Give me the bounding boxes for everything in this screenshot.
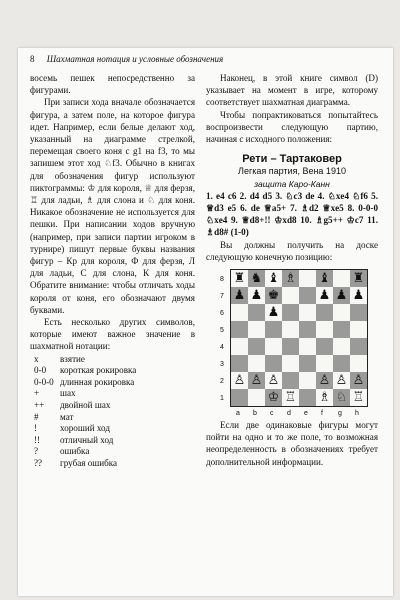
rank-label: 3 [220, 361, 224, 369]
board-square [333, 355, 350, 372]
board-square [248, 304, 265, 321]
board-square [248, 355, 265, 372]
board-square: ♙ [316, 372, 333, 389]
board-square [282, 304, 299, 321]
board-square: ♝ [316, 270, 333, 287]
symbol: 0-0 [34, 365, 47, 376]
board-square: ♚ [265, 287, 282, 304]
symbol-description: длинная рокировка [60, 376, 135, 387]
board-square [299, 321, 316, 338]
left-column [30, 72, 195, 470]
board-square [350, 304, 367, 321]
symbol: 0-0-0 [34, 376, 54, 387]
file-label: a [236, 410, 240, 418]
board-square: ♘ [333, 389, 350, 406]
board-square [333, 338, 350, 355]
board-square [299, 338, 316, 355]
board-square [316, 321, 333, 338]
board-square [282, 355, 299, 372]
symbol-row [30, 435, 195, 447]
board-square [231, 355, 248, 372]
right-column [206, 72, 378, 468]
board-square [299, 270, 316, 287]
chess-diagram [220, 269, 368, 419]
symbol-description: грубая ошибка [60, 458, 118, 469]
board-square: ♞ [248, 270, 265, 287]
chapter-title: Шахматная нотация и условные обозначения [46, 54, 224, 64]
notation-symbol-list [30, 354, 195, 470]
board-square [231, 338, 248, 355]
board-square [248, 338, 265, 355]
board-square [333, 270, 350, 287]
symbol-description: отличный ход [60, 434, 114, 445]
paragraph: Вы должны получить на доске следующую конечную позицию: [206, 239, 378, 262]
board-square [282, 338, 299, 355]
symbol: ? [34, 446, 39, 457]
board-square: ♟ [333, 287, 350, 304]
board-square: ♙ [248, 372, 265, 389]
rank-label: 1 [220, 395, 224, 403]
paragraph: Есть несколько других символов, которые имеют важное значение в шахматной нотации: [30, 317, 195, 352]
board-square [248, 389, 265, 406]
file-label: f [321, 410, 323, 418]
symbol-row [30, 354, 195, 366]
symbol-row [30, 400, 195, 412]
board-square [265, 355, 282, 372]
board-square: ♜ [231, 270, 248, 287]
board-square [316, 304, 333, 321]
board-square [299, 389, 316, 406]
symbol: ! [34, 423, 38, 434]
symbol-description: двойной шах [60, 400, 111, 411]
game-subtitle: Легкая партия, Вена 1910 [238, 166, 346, 177]
symbol-row [30, 458, 195, 470]
symbol-description: мат [60, 411, 74, 422]
board-square [316, 338, 333, 355]
board-square [316, 355, 333, 372]
page-number: 8 [30, 54, 35, 64]
board-square [231, 321, 248, 338]
rank-label: 2 [220, 378, 224, 386]
board-square: ♟ [231, 287, 248, 304]
board-square: ♖ [350, 389, 367, 406]
symbol-row [30, 388, 195, 400]
board-square: ♗ [316, 389, 333, 406]
board-square: ♟ [316, 287, 333, 304]
board-square: ♙ [231, 372, 248, 389]
file-label: e [304, 410, 308, 418]
board-square: ♗ [282, 270, 299, 287]
rank-label: 4 [220, 344, 224, 352]
board-square: ♟ [265, 304, 282, 321]
board-square [333, 321, 350, 338]
board-square [350, 321, 367, 338]
paragraph: При записи хода вначале обозначается фигура, а затем поле, на которое фигура идет. Например, если белые делают ход, указанный на диаграмме стрелкой, перемещая своего коня с g1 на f3, то мы запишем этот ход ♘f3. Обычно в книгах для обозначения фигур используют пиктограммы: ♔ для короля, ♕ для ферзя, ♖ для ладьи, ♗ для слона и ♘ для коня. Никакое обозначение не используется для пешки. При написании ходов вручную (например, при записи партии игроком в турнире) пишут первые буквы названия фигур – Кр для короля, Ф для ферзя, Л для ладьи, С для слона, К для коня. Обратите внимание: чтобы отличать ходы короля от коня, его обозначают двумя буквами. [30, 97, 195, 315]
game-moves: 1. e4 c6 2. d4 d5 3. ♘c3 de 4. ♘xe4 ♘f6 5. ♕d3 e5 6. de ♕a5+ 7. ♗d2 ♕xe5 8. 0-0-0 ♘xe4 9. ♕d8+!! ♔xd8 10. ♗g5++ ♔c7 11. ♗d8# (1-0) [206, 190, 378, 238]
paragraph: Чтобы попрактиковаться попытайтесь воспроизвести следующую партию, начиная с исходного положения: [206, 109, 378, 145]
symbol-row [30, 412, 195, 424]
board-square [350, 338, 367, 355]
board-square [299, 287, 316, 304]
board-square: ♟ [350, 287, 367, 304]
symbol-description: ошибка [60, 446, 90, 457]
book-page [18, 48, 393, 596]
game-heading [206, 153, 378, 190]
board-square [299, 372, 316, 389]
symbol: x [34, 353, 39, 364]
board-square: ♟ [248, 287, 265, 304]
board-square: ♔ [265, 389, 282, 406]
board-square [265, 321, 282, 338]
paragraph: Наконец, в этой книге символ (D) указывает на момент в игре, которому соответствует шахматная диаграмма. [206, 73, 378, 108]
paragraph: Если две одинаковые фигуры могут пойти на одно и то же поле, то возможная неопределенность в обозначениях требует дополнительной информации. [206, 420, 378, 467]
board-square [299, 355, 316, 372]
rank-label: 6 [220, 310, 224, 318]
game-opening: защита Каро-Канн [254, 178, 330, 189]
board-square [231, 389, 248, 406]
symbol-description: взятие [60, 353, 85, 364]
board-square [282, 287, 299, 304]
symbol-row [30, 365, 195, 377]
symbol-description: короткая рокировка [60, 365, 137, 376]
symbol-row [30, 377, 195, 389]
board-square: ♜ [350, 270, 367, 287]
symbol: # [34, 411, 39, 422]
board-square: ♝ [265, 270, 282, 287]
file-label: c [270, 410, 274, 418]
symbol: !! [34, 434, 41, 445]
paragraph: восемь пешек непосредственно за фигурами. [30, 73, 195, 96]
board-square: ♙ [350, 372, 367, 389]
board-square [350, 355, 367, 372]
symbol-row [30, 446, 195, 458]
rank-label: 5 [220, 327, 224, 335]
symbol-description: хороший ход [60, 423, 110, 434]
board-square [299, 304, 316, 321]
board-square [282, 321, 299, 338]
rank-label: 7 [220, 293, 224, 301]
board-square [265, 338, 282, 355]
board-square [282, 372, 299, 389]
chess-board [230, 269, 368, 407]
board-square: ♖ [282, 389, 299, 406]
board-square: ♙ [333, 372, 350, 389]
board-square [248, 321, 265, 338]
file-label: g [338, 410, 342, 418]
board-square [333, 304, 350, 321]
file-label: b [253, 410, 257, 418]
board-square: ♙ [265, 372, 282, 389]
running-header [30, 54, 223, 64]
game-title: Рети – Тартаковер [242, 153, 342, 166]
rank-label: 8 [220, 276, 224, 284]
file-label: d [287, 410, 291, 418]
symbol-description: шах [60, 388, 76, 399]
symbol: ++ [34, 400, 45, 411]
symbol-row [30, 423, 195, 435]
symbol: + [34, 388, 40, 399]
symbol: ?? [34, 458, 43, 469]
file-label: h [355, 410, 359, 418]
board-square [231, 304, 248, 321]
